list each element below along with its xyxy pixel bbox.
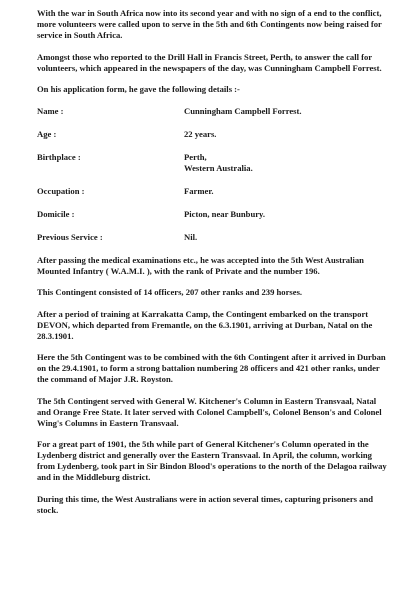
detail-value-line: Picton, near Bunbury. [184,208,266,219]
paragraph-columns: The 5th Contingent served with General W. Kitchener's Column in Eastern Transvaal, Natal and Orange Free State. It later served with Colonel Campbell's, Colonel Benson's and Colonel Wing's Columns in Eastern Transvaal. [37,395,382,428]
detail-value-line: Cunningham Campbell Forrest. [184,105,302,116]
detail-row-name [37,106,389,117]
detail-value [184,106,389,117]
service-history-section [37,255,389,516]
detail-label: Previous Service : [37,231,103,242]
detail-label: Domicile : [37,208,75,219]
paragraph-contingent-size: This Contingent consisted of 14 officers, 207 other ranks and 239 horses. [37,287,303,297]
paragraph-war-intro: With the war in South Africa now into its second year and with no sign of a end to the conflict, more volunteers were called upon to serve in the 5th and 6th Contingents now being raised for service in South Africa. [37,8,382,40]
detail-value-line: 22 years. [184,128,217,139]
paragraph-drill-hall: Amongst those who reported to the Drill Hall in Francis Street, Perth, to answer the call for volunteers, which appeared in the newspapers of the day, was Cunningham Campbell Forrest. [37,51,382,73]
detail-row-previous-service [37,232,389,243]
detail-label: Occupation : [37,185,85,196]
detail-value-line: Perth, [184,151,207,162]
application-details [37,106,389,243]
detail-value-line: Western Australia. [184,162,253,173]
detail-value-line: Nil. [184,231,198,242]
detail-row-age [37,129,389,140]
paragraph-application-form: On his application form, he gave the following details :- [37,84,240,94]
paragraph-enlistment: After passing the medical examinations etc., he was accepted into the 5th West Australian Mounted Infantry ( W.A.M.I. ), with the rank of Private and the number 196. [37,254,364,276]
detail-row-birthplace [37,152,389,174]
detail-label: Age : [37,128,57,139]
detail-label: Birthplace : [37,151,81,162]
paragraph-embarkation: After a period of training at Karrakatta Camp, the Contingent embarked on the transport DEVON, which departed from Fremantle, on the 6.3.1901, arriving at Durban, Natal on the 28.3.1901. [37,308,373,341]
detail-row-occupation [37,186,389,197]
detail-label: Name : [37,105,64,116]
paragraph-lydenberg: For a great part of 1901, the 5th while part of General Kitchener's Column operated in the Lydenberg district and generally over the Eastern Transvaal. In April, the column, working from Lydenberg, took part in Sir Bindon Blood's operations to the north of the Delagoa railway and in the Middleburg district. [37,439,387,482]
detail-value [184,232,389,243]
paragraph-combination: Here the 5th Contingent was to be combined with the 6th Contingent after it arrived in Durban on the 29.4.1901, to form a strong battalion numbering 28 officers and 421 other ranks, under the command of Major J.R. Royston. [37,352,386,384]
detail-value-line: Farmer. [184,185,214,196]
detail-value [184,186,389,197]
intro-section [37,8,389,95]
detail-row-domicile [37,209,389,220]
paragraph-actions: During this time, the West Australians were in action several times, capturing prisoners and stock. [37,493,374,515]
detail-value [184,129,389,140]
detail-value [184,209,389,220]
detail-value [184,152,389,174]
